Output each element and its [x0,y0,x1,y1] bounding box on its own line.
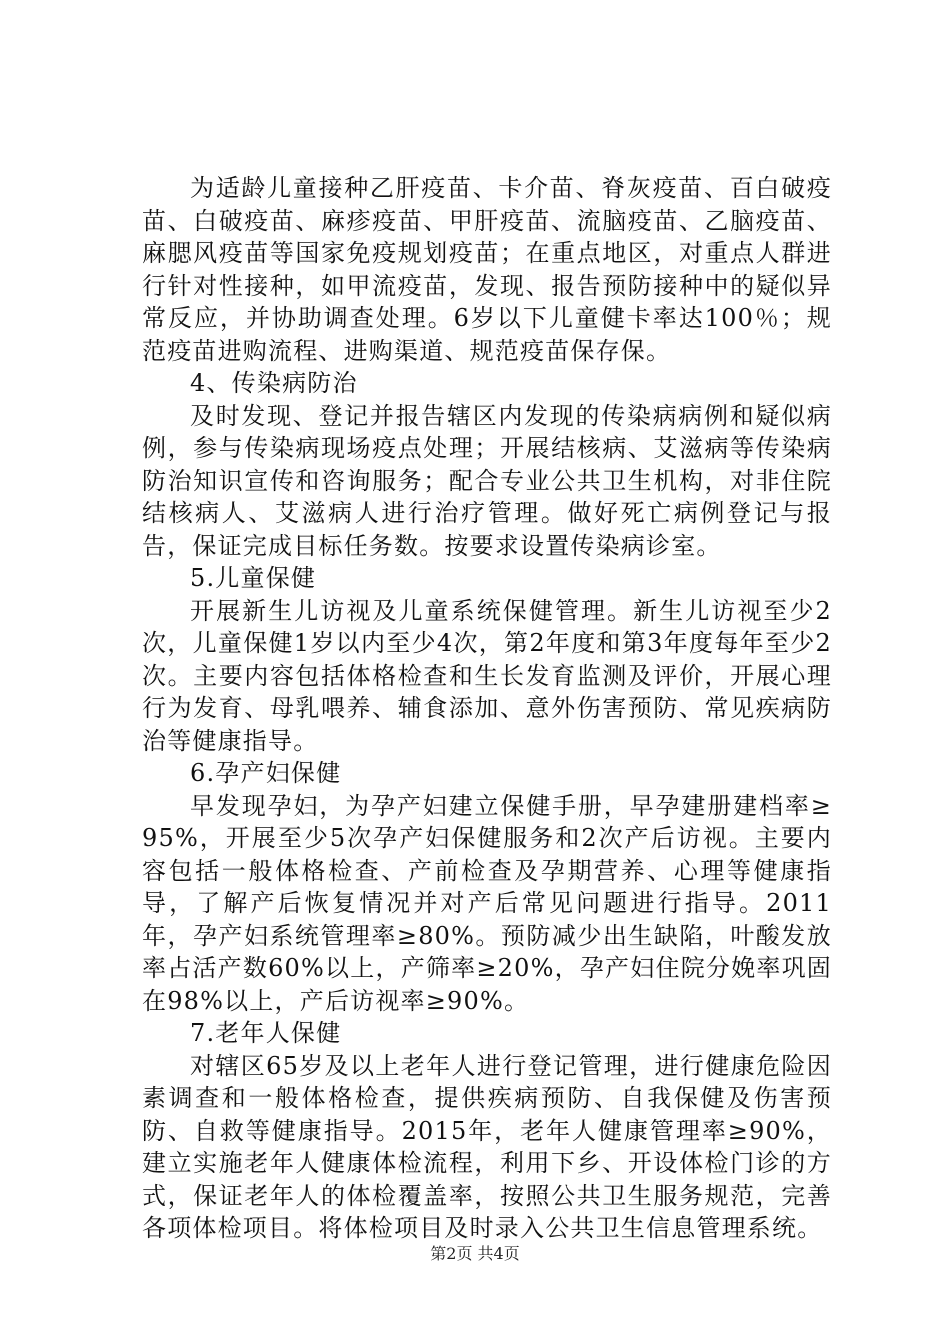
page-number-footer: 第2页 共4页 [430,1244,520,1263]
document-body [142,172,832,1245]
paragraph-child-health: 开展新生儿访视及儿童系统保健管理。新生儿访视至少2次，儿童保健1岁以内至少4次，第2年度和第3年度每年至少2次。主要内容包括体格检查和生长发育监测及评价，开展心理行为发育、母乳喂养、辅食添加、意外伤害预防、常见疾病防治等健康指导。 [142,596,832,755]
section-heading-child-health: 5.儿童保健 [190,564,317,592]
paragraph-infectious-disease: 及时发现、登记并报告辖区内发现的传染病病例和疑似病例，参与传染病现场疫点处理；开展结核病、艾滋病等传染病防治知识宣传和咨询服务；配合专业公共卫生机构，对非住院结核病人、艾滋病人进行治疗管理。做好死亡病例登记与报告，保证完成目标任务数。按要求设置传染病诊室。 [142,401,832,560]
section-heading-maternal-health: 6.孕产妇保健 [190,759,342,787]
paragraph-maternal-health: 早发现孕妇，为孕产妇建立保健手册，早孕建册建档率≥95%，开展至少5次孕产妇保健服务和2次产后访视。主要内容包括一般体格检查、产前检查及孕期营养、心理等健康指导，了解产后恢复情况并对产后常见问题进行指导。2011年，孕产妇系统管理率≥80%。预防减少出生缺陷，叶酸发放率占活产数60%以上，产筛率≥20%，孕产妇住院分娩率巩固在98%以上，产后访视率≥90%。 [142,791,832,1015]
section-heading-elderly-health: 7.老年人保健 [190,1019,342,1047]
section-heading-infectious-disease: 4、传染病防治 [190,369,358,397]
paragraph-immunization: 为适龄儿童接种乙肝疫苗、卡介苗、脊灰疫苗、百白破疫苗、白破疫苗、麻疹疫苗、甲肝疫苗、流脑疫苗、乙脑疫苗、麻腮风疫苗等国家免疫规划疫苗；在重点地区，对重点人群进行针对性接种，如甲流疫苗，发现、报告预防接种中的疑似异常反应，并协助调查处理。6岁以下儿童健卡率达100％；规范疫苗进购流程、进购渠道、规范疫苗保存保。 [142,174,832,365]
paragraph-elderly-health: 对辖区65岁及以上老年人进行登记管理，进行健康危险因素调查和一般体格检查，提供疾病预防、自我保健及伤害预防、自救等健康指导。2015年，老年人健康管理率≥90%，建立实施老年人健康体检流程，利用下乡、开设体检门诊的方式，保证老年人的体检覆盖率，按照公共卫生服务规范，完善各项体检项目。将体检项目及时录入公共卫生信息管理系统。 [142,1051,832,1242]
